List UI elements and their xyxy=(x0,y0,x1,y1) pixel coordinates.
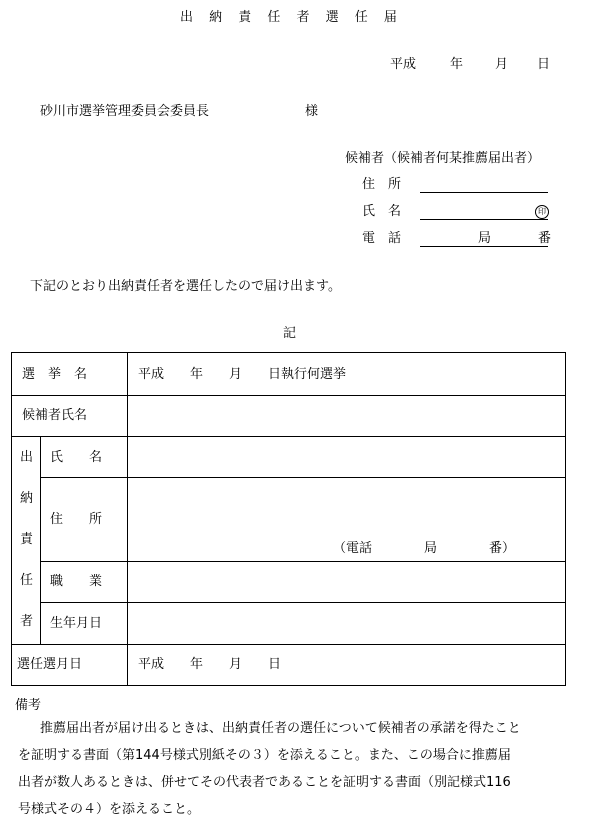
appointed-label: 選任選月日 xyxy=(17,657,83,672)
treasurer-label-char-1: 出 xyxy=(20,450,34,465)
remarks-body xyxy=(18,715,588,823)
remarks-heading: 備考 xyxy=(15,698,42,713)
treasurer-label-char-5: 者 xyxy=(20,614,34,629)
treasurer-address-phone: （電話 局 番） xyxy=(333,541,516,556)
date-day: 日 xyxy=(537,57,551,72)
addressee-honorific: 様 xyxy=(305,104,319,119)
treasurer-label-char-3: 責 xyxy=(20,532,34,547)
applicant-name-label: 氏 名 xyxy=(362,204,402,219)
date-year: 年 xyxy=(450,57,464,72)
treasurer-label-char-2: 納 xyxy=(20,491,34,506)
date-era: 平成 xyxy=(390,57,417,72)
appointed-value: 平成 年 月 日 xyxy=(138,657,282,672)
remarks-line-2: を証明する書面（第144号様式別紙その３）を添えること。また、この場合に推薦届 xyxy=(18,748,511,763)
date-month: 月 xyxy=(495,57,509,72)
treasurer-name-label: 氏 名 xyxy=(50,450,103,465)
applicant-phone-station: 局 xyxy=(478,231,492,246)
treasurer-birthdate-label: 生年月日 xyxy=(50,616,103,631)
remarks-line-3: 出者が数人あるときは、併せてその代表者であることを証明する書面（別記様式116 xyxy=(18,775,511,790)
seal-mark: 印 xyxy=(535,205,549,219)
intro-text: 下記のとおり出納責任者を選任したので届け出ます。 xyxy=(30,279,341,294)
applicant-phone-number: 番 xyxy=(538,231,552,246)
remarks-line-4: 号様式その４）を添えること。 xyxy=(18,802,201,817)
applicant-phone-label: 電 話 xyxy=(362,231,402,246)
treasurer-label-char-4: 任 xyxy=(20,573,34,588)
remarks-line-1: 推薦届出者が届け出るときは、出納責任者の選任について候補者の承諾を得たこと xyxy=(40,721,521,736)
ki-marker: 記 xyxy=(283,326,297,341)
applicant-heading: 候補者（候補者何某推薦届出者） xyxy=(345,151,541,166)
candidate-label: 候補者氏名 xyxy=(22,408,88,423)
addressee-name: 砂川市選挙管理委員会委員長 xyxy=(40,104,210,119)
treasurer-occupation-label: 職 業 xyxy=(50,574,103,589)
applicant-address-label: 住 所 xyxy=(362,177,402,192)
election-value: 平成 年 月 日執行何選挙 xyxy=(138,367,347,382)
treasurer-address-label: 住 所 xyxy=(50,512,103,527)
election-label: 選 挙 名 xyxy=(22,367,88,382)
document-title: 出 納 責 任 者 選 任 届 xyxy=(180,10,403,25)
